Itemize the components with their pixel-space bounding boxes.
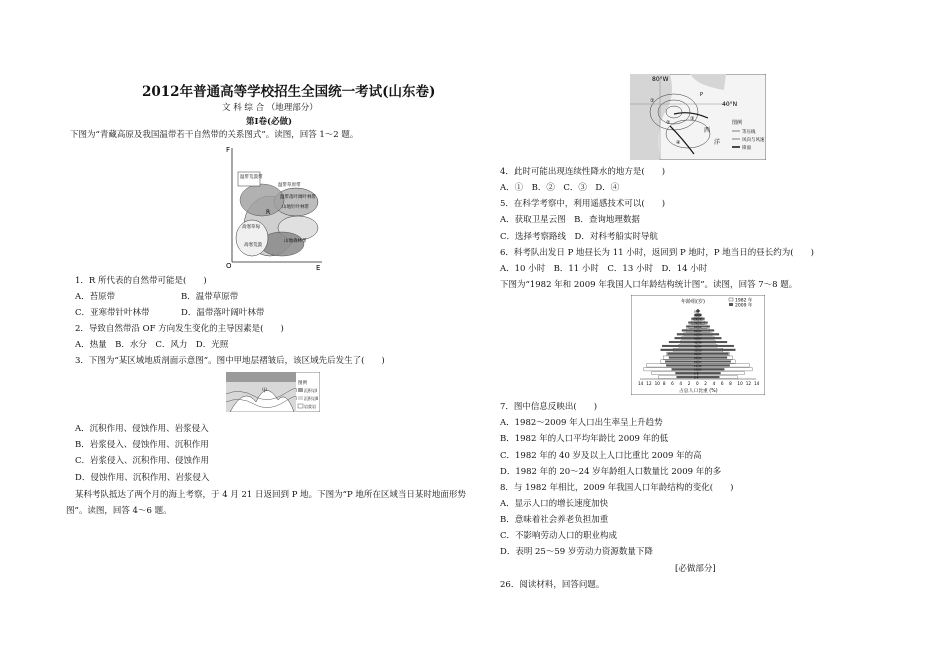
x-tick-label: 12 — [646, 381, 652, 386]
fig3-legend-item: 岩浆岩 — [304, 404, 316, 409]
map-sea-label: 西 — [704, 127, 711, 134]
q3-option-d[interactable]: D．侵蚀作用、沉积作用、岩浆侵入 — [75, 473, 210, 483]
x-tick-label: 8 — [662, 381, 666, 386]
age-group-label: 0-4 — [694, 376, 699, 380]
fig1-label: 高寒荒漠 — [244, 243, 262, 248]
q2-stem: 2．导致自然带沿 OF 方向发生变化的主导因素是( ) — [75, 324, 284, 334]
bar-2009 — [698, 357, 727, 359]
bar-2009 — [698, 368, 724, 370]
x-tick-label: 2 — [687, 381, 691, 386]
page-title: 2012年普通高等学校招生全国统一考试(山东卷) — [142, 84, 436, 100]
chart-legend-2009: 2009 年 — [735, 303, 753, 309]
age-group-label: 45-49 — [694, 341, 702, 345]
age-group-label: 75-79 — [694, 318, 702, 322]
axis-f-label: F — [226, 146, 231, 154]
subtitle: 文 科 综 合 （地理部分） — [222, 103, 318, 113]
x-tick-label: 8 — [729, 381, 732, 386]
x-tick-label: 2 — [704, 381, 707, 386]
age-group-label: 55-59 — [694, 333, 702, 337]
weather-map — [630, 74, 766, 160]
map-point: ③ — [690, 116, 695, 122]
axis-o-label: O — [226, 262, 232, 270]
natural-zone-figure — [222, 142, 326, 270]
intro-q1-2: 下图为“青藏高原及我国温带若干自然带的关系图式”。读图，回答 1～2 题。 — [70, 130, 359, 140]
age-group-label: 20-24 — [694, 360, 702, 364]
q4-stem: 4．此时可能出现连续性降水的地方是( ) — [500, 167, 666, 177]
age-group-label: 60-64 — [694, 329, 702, 333]
q3-option-b[interactable]: B．岩浆侵入、侵蚀作用、沉积作用 — [75, 440, 209, 450]
zone-shape — [240, 184, 284, 216]
q8-option-d[interactable]: D．表明 25～59 岁劳动力资源数量下降 — [500, 547, 653, 557]
age-group-label: 25-29 — [694, 357, 702, 361]
required-part-label: [必做部分] — [675, 564, 716, 574]
bar-2009 — [698, 353, 728, 355]
chart-xlabel: 占总人口比重 (%) — [679, 389, 718, 394]
age-group-label: 30-34 — [694, 353, 702, 357]
q8-stem: 8．与 1982 年相比，2009 年我国人口年龄结构的变化( ) — [500, 483, 734, 493]
map-sea-label: 洋 — [714, 139, 721, 146]
q1-option-d[interactable]: D．温带落叶阔叶林带 — [181, 308, 265, 318]
fig3-legend-item: 沉积岩Ⅰ — [304, 388, 318, 393]
chart-ylabel: 年龄组(岁) — [681, 299, 705, 305]
bar-2009 — [698, 372, 720, 374]
q6-stem: 6．科考队出发日 P 地昼长为 11 小时，返回到 P 地时，P 地当日的昼长约为( ) — [500, 248, 814, 258]
map-longitude: 80°W — [652, 76, 669, 83]
q26-stem: 26．阅读材料，回答问题。 — [500, 580, 605, 590]
map-legend-item: 锋面 — [742, 146, 751, 151]
q8-option-c[interactable]: C．不影响劳动人口的职业构成 — [500, 531, 618, 541]
age-group-label: 40-44 — [694, 345, 702, 349]
q1-option-a[interactable]: A．苔原带 — [75, 292, 116, 302]
x-tick-label: 4 — [679, 381, 683, 386]
q6-options[interactable]: A．10 小时 B．11 小时 C．13 小时 D．14 小时 — [500, 264, 708, 274]
fig3-label-jia: 甲 — [262, 388, 268, 394]
age-group-label: 10-14 — [694, 368, 702, 372]
q2-options[interactable]: A．热量 B．水分 C．风力 D．光照 — [75, 340, 229, 350]
q7-option-d[interactable]: D．1982 年的 20～24 岁年龄组人口数量比 2009 年的多 — [500, 467, 722, 477]
fig3-legend-title: 图例 — [298, 381, 307, 386]
fig3-legend-item: 沉积岩Ⅱ — [304, 396, 318, 401]
map-point: P — [700, 92, 704, 98]
q8-option-a[interactable]: A．显示人口的增长速度加快 — [500, 499, 609, 509]
geology-figure — [226, 372, 320, 412]
map-legend-title: 图例 — [732, 120, 743, 126]
q8-option-b[interactable]: B．意味着社会养老负担加重 — [500, 515, 609, 525]
x-tick-label: 10 — [737, 381, 743, 386]
q1-option-b[interactable]: B．温带草原带 — [181, 292, 239, 302]
age-group-label: 15-19 — [694, 364, 702, 368]
age-group-label: 65-69 — [694, 325, 702, 329]
map-point: ② — [666, 120, 671, 126]
q7-option-a[interactable]: A．1982～2009 年人口出生率呈上升趋势 — [500, 418, 663, 428]
section-title: 第Ⅰ卷(必做) — [246, 117, 293, 127]
q5-options-ab[interactable]: A．获取卫星云图 B．查询地理数据 — [500, 215, 640, 225]
chart-legend-1982: 1982 年 — [735, 298, 753, 304]
age-group-label: 5-9 — [694, 372, 699, 376]
bar-2009 — [698, 341, 727, 343]
q3-option-a[interactable]: A．沉积作用、侵蚀作用、岩浆侵入 — [75, 424, 209, 434]
fig1-label: 山地针叶林带 — [282, 205, 309, 210]
map-latitude: 40°N — [722, 101, 738, 108]
map-point: ① — [650, 98, 655, 104]
fig1-label: 温带落叶阔叶林带 — [280, 195, 316, 200]
age-group-label: 85+ — [694, 310, 700, 314]
x-tick-label: 6 — [671, 381, 674, 386]
q1-stem: 1．R 所代表的自然带可能是( ) — [75, 276, 207, 286]
x-tick-label: 10 — [654, 381, 660, 386]
x-tick-label: 6 — [720, 381, 724, 386]
x-tick-label: 14 — [754, 381, 760, 386]
bar-2009 — [662, 345, 698, 347]
x-tick-label: 0 — [696, 381, 699, 386]
fig1-label: 高寒草甸 — [242, 225, 260, 230]
zone-r-label: R — [266, 209, 271, 216]
bar-2009 — [698, 365, 730, 367]
q3-stem: 3．下图为“某区域地质剖面示意图”。图中甲地层褶皱后，该区域先后发生了( ) — [75, 356, 385, 366]
q7-stem: 7．图中信息反映出( ) — [500, 402, 598, 412]
intro-q4-6-line1: 某科考队抵达了两个月的海上考察，于 4 月 21 日返回到 P 地。下图为“P 地所在区域当日某时地面形势 — [75, 490, 466, 500]
q7-option-b[interactable]: B．1982 年的人口平均年龄比 2009 年的低 — [500, 434, 669, 444]
fig1-label: 温带草原带 — [278, 183, 301, 188]
fig1-label: 温带荒漠带 — [240, 175, 263, 180]
x-tick-label: 12 — [745, 381, 752, 386]
bar-2009 — [698, 361, 731, 363]
bar-2009 — [698, 349, 735, 351]
map-legend-item: 风向与风速 — [742, 138, 765, 143]
map-point: ④ — [676, 140, 681, 146]
population-pyramid-chart — [631, 295, 765, 395]
q5-stem: 5．在科学考察中，利用遥感技术可以( ) — [500, 199, 666, 209]
map-legend-item: 等压线 — [742, 130, 756, 135]
q3-option-c[interactable]: C．岩浆侵入、沉积作用、侵蚀作用 — [75, 456, 210, 466]
x-tick-label: 14 — [638, 381, 644, 386]
intro-q7-8: 下图为“1982 年和 2009 年我国人口年龄结构统计图”。读图，回答 7～8 题。 — [500, 280, 798, 290]
q5-options-cd[interactable]: C．选择考察路线 D．对科考船实时导航 — [500, 232, 658, 242]
bar-2009 — [698, 345, 734, 347]
q1-option-c[interactable]: C．亚寒带针叶林带 — [75, 308, 150, 318]
axis-e-label: E — [316, 264, 321, 270]
q4-options[interactable]: A．① B．② C．③ D．④ — [500, 183, 620, 193]
age-group-label: 70-74 — [694, 322, 702, 326]
fig1-label: 山地森林带 — [284, 239, 307, 244]
age-group-label: 35-39 — [694, 349, 702, 353]
x-tick-label: 4 — [712, 381, 716, 386]
bar-2009 — [698, 376, 719, 378]
q7-option-c[interactable]: C．1982 年的 40 岁及以上人口比重比 2009 年的高 — [500, 451, 702, 461]
age-group-label: 80-84 — [694, 314, 702, 318]
bar-2009 — [661, 349, 698, 351]
age-group-label: 50-54 — [694, 337, 702, 341]
intro-q4-6-line2: 图”。读图，回答 4～6 题。 — [66, 506, 172, 516]
